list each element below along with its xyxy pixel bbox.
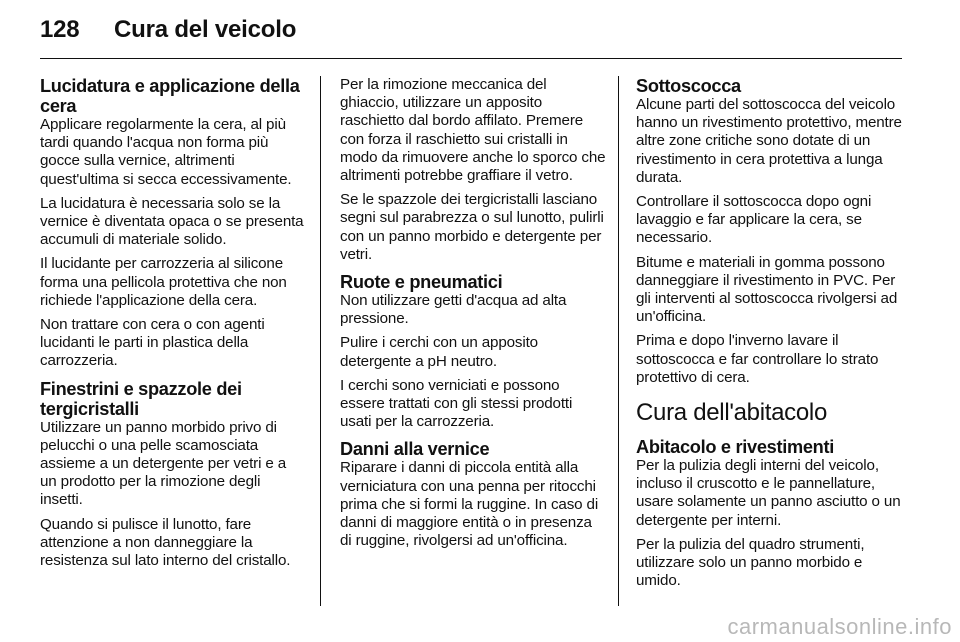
paragraph: Applicare regolarmente la cera, al più tardi quando l'acqua non forma più gocce sulla vernice, altrimenti quest'ultima si secca eccessivamente.	[40, 116, 292, 188]
paragraph: Non trattare con cera o con agenti lucidanti le parti in plastica della carrozzeria.	[40, 316, 265, 370]
paragraph: Alcune parti del sottoscocca del veicolo hanno un rivestimento protettivo, mentre altre zone critiche sono dotate di un rivestimento in cera protettiva a lunga durata.	[636, 96, 902, 186]
column-3	[636, 76, 902, 596]
column-2	[340, 76, 606, 556]
header-rule	[40, 58, 902, 59]
paragraph: Pulire i cerchi con un apposito detergente a pH neutro.	[340, 334, 538, 370]
paragraph: Non utilizzare getti d'acqua ad alta pressione.	[340, 292, 567, 328]
heading-underbody: Sottoscocca	[636, 76, 741, 96]
heading-paint-damage: Danni alla vernice	[340, 439, 490, 460]
paragraph: Il lucidante per carrozzeria al silicone forma una pellicola protettiva che non richiede l'applicazione della cera.	[40, 255, 287, 309]
section-title-interior-care: Cura dell'abitacolo	[636, 399, 827, 427]
paragraph: Per la pulizia degli interni del veicolo, incluso il cruscotto e le pannellature, usare solamente un panno asciutto o un detergente per interni.	[636, 457, 901, 529]
paragraph: Riparare i danni di piccola entità alla verniciatura con una penna per ritocchi prima che si formi la ruggine. In caso di danni di maggiore entità o in presenza di ruggine, rivolgersi ad un'officina.	[340, 459, 599, 550]
paragraph: Prima e dopo l'inverno lavare il sottoscocca e far controllare lo strato protettivo di cera.	[636, 332, 879, 386]
column-divider	[320, 76, 321, 606]
page-header	[40, 16, 296, 44]
column-divider	[618, 76, 619, 606]
paragraph: Per la rimozione meccanica del ghiaccio, utilizzare un apposito raschietto dal bordo affilato. Premere con forza il raschietto sui cristalli in modo da rimuovere anche lo sporco che altrimenti potrebbe graffiare il vetro.	[340, 76, 606, 185]
heading-waxing: Lucidatura e applicazione della cera	[40, 76, 300, 116]
paragraph: Controllare il sottoscocca dopo ogni lavaggio e far applicare la cera, se necessario.	[636, 193, 872, 247]
paragraph: Bitume e materiali in gomma possono danneggiare il rivestimento in PVC. Per gli interventi al sottoscocca rivolgersi ad un'officina.	[636, 253, 898, 326]
paragraph: La lucidatura è necessaria solo se la vernice è diventata opaca o se presenta accumuli di materiale solido.	[40, 194, 304, 249]
heading-interior-upholstery: Abitacolo e rivestimenti	[636, 437, 834, 458]
heading-wheels-tyres: Ruote e pneumatici	[340, 272, 503, 293]
paragraph: Se le spazzole dei tergicristalli lasciano segni sul parabrezza o sul lunotto, pulirli con un panno morbido e detergente per vetri.	[340, 191, 604, 263]
paragraph: I cerchi sono verniciati e possono essere trattati con gli stessi prodotti usati per la carrozzeria.	[340, 376, 573, 431]
heading-windows-wipers: Finestrini e spazzole dei tergicristalli	[40, 378, 242, 419]
page-number: 128	[40, 16, 80, 43]
watermark-text: carmanualsonline.info	[727, 614, 952, 639]
page-title: Cura del veicolo	[114, 16, 297, 43]
paragraph: Quando si pulisce il lunotto, fare attenzione a non danneggiare la resistenza sul lato interno del cristallo.	[40, 515, 291, 570]
paragraph: Per la pulizia del quadro strumenti, utilizzare solo un panno morbido e umido.	[636, 535, 865, 590]
paragraph: Utilizzare un panno morbido privo di pelucchi o una pelle scamosciata assieme a un detergente per vetri e a un prodotto per la rimozione degli insetti.	[40, 418, 287, 509]
column-1	[40, 76, 306, 576]
